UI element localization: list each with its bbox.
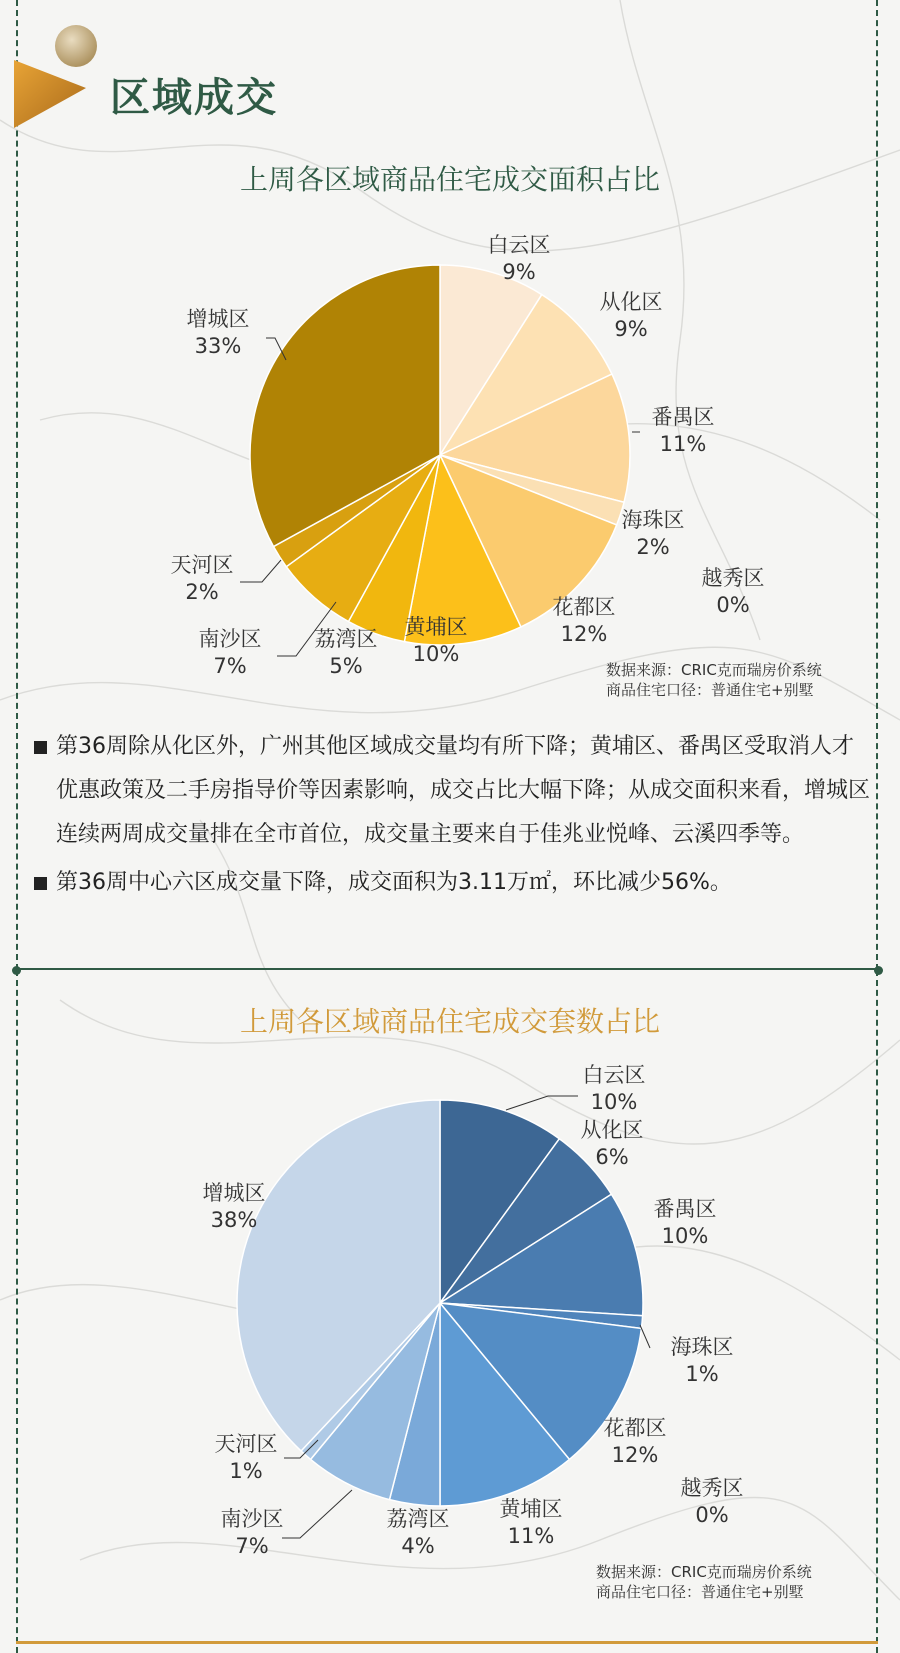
category-label-conghua: 从化区 [580, 1118, 644, 1142]
category-label-baiyun: 白云区 [487, 233, 551, 257]
percent-label-haizhu: 1% [685, 1362, 719, 1386]
category-label-huadu: 花都区 [552, 595, 616, 619]
category-label-conghua: 从化区 [599, 290, 663, 314]
category-label-huangpu: 黄埔区 [499, 1497, 563, 1521]
percent-label-huangpu: 11% [507, 1524, 555, 1548]
data-source-line: 数据来源：CRIC克而瑞房价系统 [606, 661, 822, 679]
percent-label-baiyun: 9% [502, 260, 536, 284]
category-label-zengcheng: 增城区 [186, 307, 250, 331]
note-text: 第36周中心六区成交量下降，成交面积为3.11万㎡，环比减少56%。 [56, 870, 732, 895]
note-text: 第36周除从化区外，广州其他区域成交量均有所下降；黄埔区、番禺区受取消人才优惠政策及二手房指导价等因素影响，成交占比大幅下降；从成交面积来看，增城区连续两周成交量排在全市首位，成交量主要来自于佳兆业悦峰、云溪四季等。 [56, 734, 871, 847]
percent-label-huadu: 12% [611, 1443, 659, 1467]
percent-label-panyu: 10% [661, 1224, 709, 1248]
category-label-liwan: 荔湾区 [314, 627, 378, 651]
data-scope-line: 商品住宅口径：普通住宅+别墅 [606, 681, 814, 699]
percent-label-conghua: 6% [595, 1145, 629, 1169]
percent-label-huangpu: 10% [412, 642, 460, 666]
percent-label-panyu: 11% [659, 432, 707, 456]
category-label-huadu: 花都区 [603, 1416, 667, 1440]
category-label-zengcheng: 增城区 [202, 1181, 266, 1205]
category-label-tianhe: 天河区 [214, 1432, 278, 1456]
category-label-baiyun: 白云区 [582, 1063, 646, 1087]
percent-label-liwan: 4% [401, 1534, 435, 1558]
percent-label-tianhe: 2% [185, 580, 219, 604]
percent-label-huadu: 12% [560, 622, 608, 646]
percent-label-nansha: 7% [213, 654, 247, 678]
category-label-yuexiu: 越秀区 [701, 566, 765, 590]
percent-label-zengcheng: 33% [194, 334, 242, 358]
category-label-nansha: 南沙区 [198, 627, 262, 651]
category-label-haizhu: 海珠区 [621, 508, 685, 532]
chart-title-units: 上周各区域商品住宅成交套数占比 [239, 1005, 660, 1038]
percent-label-zengcheng: 38% [210, 1208, 258, 1232]
leader-line [640, 1325, 650, 1348]
percent-label-yuexiu: 0% [695, 1503, 729, 1527]
category-label-yuexiu: 越秀区 [680, 1476, 744, 1500]
data-source-units [596, 1562, 812, 1602]
percent-label-yuexiu: 0% [716, 593, 750, 617]
category-label-huangpu: 黄埔区 [404, 615, 468, 639]
category-label-panyu: 番禺区 [653, 1197, 717, 1221]
category-label-panyu: 番禺区 [651, 405, 715, 429]
percent-label-tianhe: 1% [229, 1459, 263, 1483]
percent-label-liwan: 5% [329, 654, 363, 678]
percent-label-haizhu: 2% [636, 535, 670, 559]
category-label-liwan: 荔湾区 [386, 1507, 450, 1531]
category-label-haizhu: 海珠区 [670, 1335, 734, 1359]
data-scope-line: 商品住宅口径：普通住宅+别墅 [596, 1583, 804, 1601]
leader-line [506, 1096, 578, 1110]
percent-label-baiyun: 10% [590, 1090, 638, 1114]
data-source-line: 数据来源：CRIC克而瑞房价系统 [596, 1563, 812, 1581]
percent-label-conghua: 9% [614, 317, 648, 341]
leader-line [282, 1490, 352, 1538]
category-label-nansha: 南沙区 [220, 1507, 284, 1531]
chart-title-area: 上周各区域商品住宅成交面积占比 [239, 163, 660, 196]
category-label-tianhe: 天河区 [170, 553, 234, 577]
section-title: 区域成交 [110, 75, 278, 121]
percent-label-nansha: 7% [235, 1534, 269, 1558]
